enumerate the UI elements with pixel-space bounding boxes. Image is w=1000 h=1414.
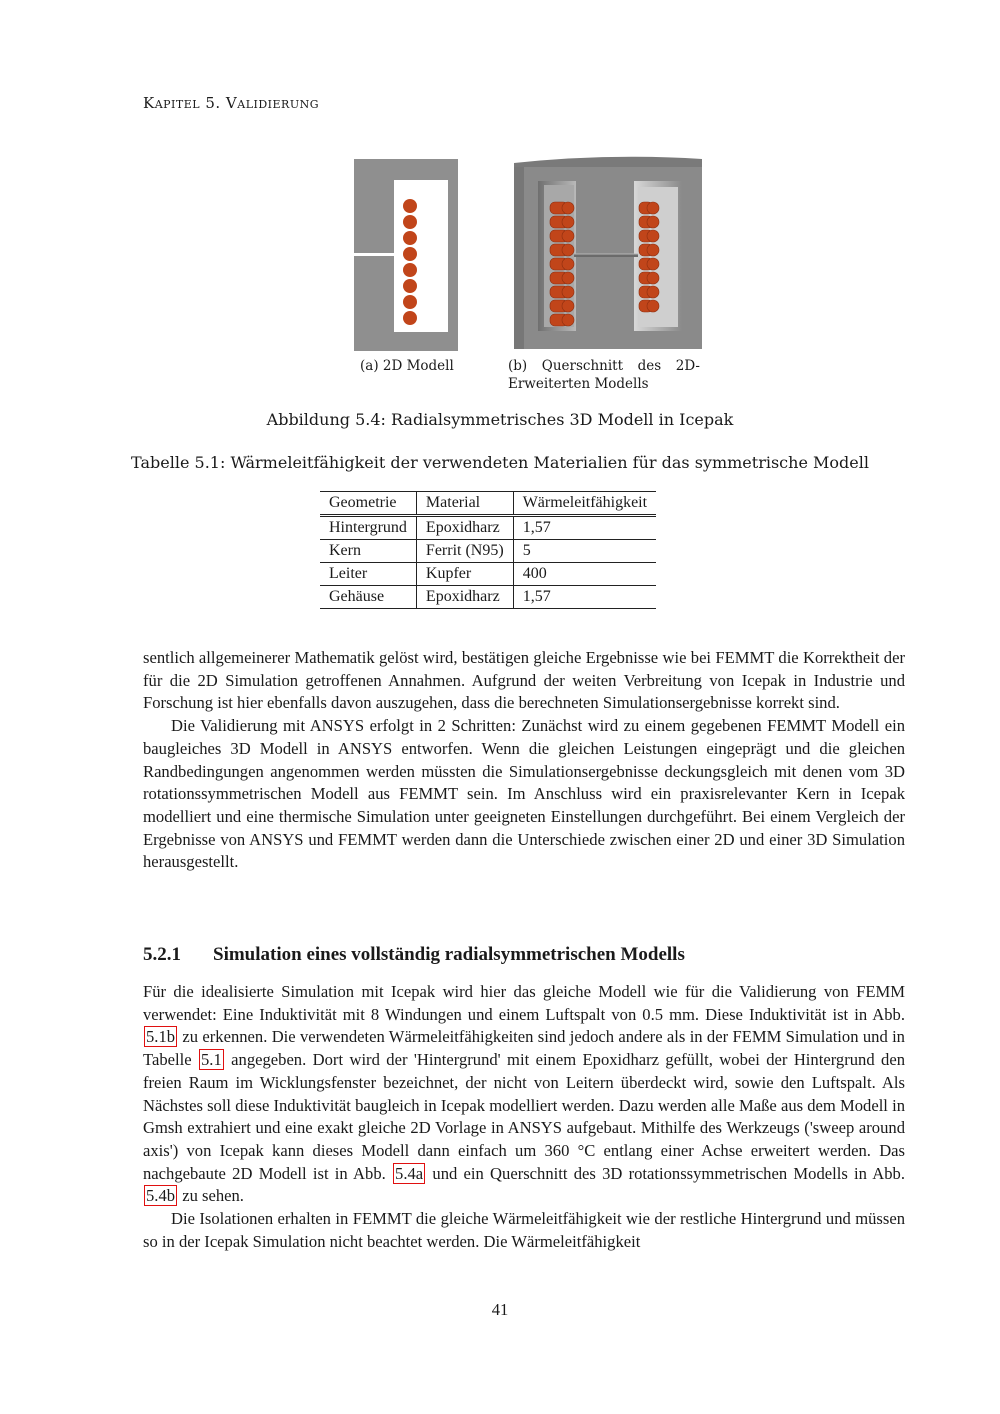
section-heading — [143, 944, 685, 966]
section-title: Simulation eines vollständig radialsymmetrischen Modells — [213, 944, 685, 965]
text-run: zu sehen. — [182, 1186, 244, 1206]
table-cell: Epoxidharz — [416, 586, 513, 609]
table-cell: 5 — [513, 540, 656, 563]
paragraph — [143, 981, 905, 1208]
conductor — [403, 215, 417, 229]
conductor — [403, 311, 417, 325]
figure-reference-link[interactable]: 5.4a — [395, 1163, 424, 1183]
table-header: Material — [416, 492, 513, 516]
conductor — [403, 279, 417, 293]
figure-caption: Abbildung 5.4: Radialsymmetrisches 3D Modell in Icepak — [266, 410, 734, 429]
table-row — [320, 586, 656, 609]
conductor — [403, 247, 417, 261]
figure-2d-model — [354, 159, 458, 351]
left-conductors — [550, 202, 574, 326]
table-reference-link[interactable]: 5.1 — [201, 1050, 222, 1070]
conductor — [403, 199, 417, 213]
page-number: 41 — [491, 1300, 509, 1319]
subcaption-a: (a) 2D Modell — [360, 358, 454, 374]
paragraph: Die Isolationen erhalten in FEMMT die gleiche Wärmeleitfähigkeit wie der restliche Hintergrund und müssen so in der Icepak Simulation nicht beachtet werden. Die Wärmeleitfähigkeit — [143, 1209, 905, 1251]
materials-table — [320, 491, 656, 609]
table-cell: Ferrit (N95) — [416, 540, 513, 563]
figure-reference-link[interactable]: 5.4b — [146, 1186, 176, 1206]
table-cell: Epoxidharz — [416, 516, 513, 540]
figure-reference-link[interactable]: 5.1b — [146, 1027, 176, 1047]
table-cell: 1,57 — [513, 516, 656, 540]
table-cell: Kern — [320, 540, 416, 563]
table-row — [320, 516, 656, 540]
figure-3d-cross-section — [508, 155, 704, 351]
table-caption: Tabelle 5.1: Wärmeleitfähigkeit der verwendeten Materialien für das symmetrische Modell — [131, 453, 869, 472]
table-row — [320, 540, 656, 563]
conductor — [403, 231, 417, 245]
conductor — [403, 263, 417, 277]
table-cell: Gehäuse — [320, 586, 416, 609]
running-head: Kapitel 5. Validierung — [143, 94, 320, 112]
text-run: zu erkennen. Die verwendeten Wärmeleitfähigkeiten sind jedoch andere als in der FEMM Simulation und in Tabelle — [143, 1027, 905, 1070]
text-run: Für die idealisierte Simulation mit Icepak wird hier das gleiche Modell wie für die Validierung von FEMM verwendet: Eine Induktivität mit 8 Windungen und einem Luftspalt von 0.5 mm. Diese Induktivität ist in Abb. — [143, 982, 905, 1024]
body-text-upper — [143, 647, 905, 874]
table-header: Wärmeleitfähigkeit — [513, 492, 656, 516]
core-front-face — [514, 167, 524, 349]
conductor — [403, 295, 417, 309]
paragraph: Die Validierung mit ANSYS erfolgt in 2 Schritten: Zunächst wird zu einem gegebenen FEMMT Modell ein baugleiches 3D Modell in ANSYS entworfen. Wenn die gleichen Leistungen eingeprägt und die gleichen Randbedingungen angenommen werden müssten die Simulationsergebnisse deckungsgleich mit denen vom 3D rotationssymmetrischen Modell aus FEMMT sein. Im Anschluss wird ein praxisrelevanter Kern in Icepak modelliert und eine thermische Simulation unter geeigneten Einstellungen durchgeführt. Bei einem Vergleich der Ergebnisse von ANSYS und FEMMT werden dann die Unterschiede zwischen einer 2D und einer 3D Simulation herausgestellt. — [143, 716, 905, 872]
table-header-row — [320, 492, 656, 516]
body-text-section — [143, 981, 905, 1253]
table-cell: Leiter — [320, 563, 416, 586]
table-cell: Kupfer — [416, 563, 513, 586]
table-header: Geometrie — [320, 492, 416, 516]
air-gap — [354, 253, 394, 256]
table-cell: 400 — [513, 563, 656, 586]
subcaption-b: (b) Querschnitt des 2D-Erweiterten Modells — [508, 358, 700, 392]
text-run: und ein Querschnitt des 3D rotationssymmetrischen Modells in Abb. — [432, 1163, 905, 1183]
section-number: 5.2.1 — [143, 944, 181, 965]
table-cell: Hintergrund — [320, 516, 416, 540]
text-run: angegeben. Dort wird der 'Hintergrund' mit einem Epoxidharz gefüllt, wobei der Hintergrund den freien Raum im Wicklungsfenster bezeichnet, der nicht von Leitern überdeckt wird, sowie den Luftspalt. Als Nächstes soll diese Induktivität baugleich in Icepak modelliert werden. Dazu werden alle Maße aus dem Modell in Gmsh extrahiert und eine exakt gleiche 2D Vorlage in ANSYS aufgebaut. Mithilfe des Werkzeugs ('sweep around axis') von Icepak kann dieses Modell dann einfach um 360 °C entlang einer Achse erweitert werden. Das nachgebaute 2D Modell ist in Abb. — [143, 1050, 905, 1183]
table-cell: 1,57 — [513, 586, 656, 609]
paragraph: sentlich allgemeinerer Mathematik gelöst wird, bestätigen gleiche Ergebnisse wie bei FEMMT die Korrektheit der für die 2D Simulation getroffenen Annahmen. Aufgrund der weiten Verbreitung von Icepak in Industrie und Forschung ist hier ebenfalls davon auszugehen, dass die berechneten Simulationsergebnisse korrekt sind. — [143, 648, 905, 713]
winding-window — [394, 180, 448, 332]
table-row — [320, 563, 656, 586]
